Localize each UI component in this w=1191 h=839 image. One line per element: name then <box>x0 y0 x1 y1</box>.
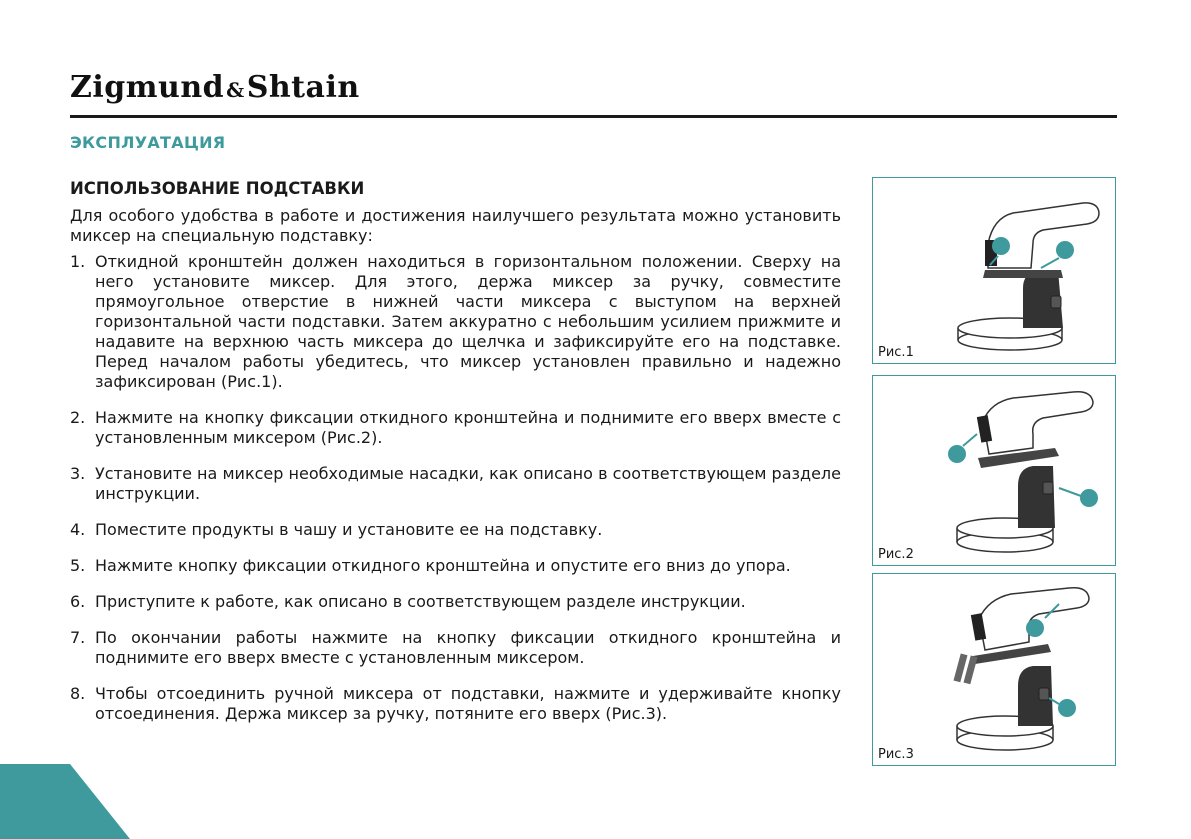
figure-1 <box>872 177 1116 364</box>
step-text: Нажмите на кнопку фиксации откидного кронштейна и поднимите его вверх вместе с установленным миксером (Рис.2). <box>95 408 841 447</box>
figure-2 <box>872 375 1116 566</box>
step-text: Установите на миксер необходимые насадки, как описано в соответствующем разделе инструкции. <box>95 464 841 503</box>
corner-accent <box>0 764 130 839</box>
mixer-detach-illustration <box>873 574 1117 767</box>
step-text: Чтобы отсоединить ручной миксера от подставки, нажмите и удерживайте кнопку отсоединения. Держа миксер за ручку, потяните его вверх (Рис.3). <box>95 684 841 723</box>
step-number: 7. <box>70 628 86 647</box>
figure-caption: Рис.2 <box>878 547 914 562</box>
logo-ampersand: & <box>226 78 245 102</box>
step-item <box>70 464 841 504</box>
step-text: Приступите к работе, как описано в соответствующем разделе инструкции. <box>95 592 746 611</box>
mixer-raised-illustration <box>873 376 1117 567</box>
page-heading: ИСПОЛЬЗОВАНИЕ ПОДСТАВКИ <box>70 179 365 198</box>
section-title: ЭКСПЛУАТАЦИЯ <box>70 133 226 152</box>
step-item <box>70 684 841 724</box>
step-number: 3. <box>70 464 86 483</box>
step-number: 5. <box>70 556 86 575</box>
step-number: 6. <box>70 592 86 611</box>
step-item <box>70 408 841 448</box>
figure-caption: Рис.3 <box>878 747 914 762</box>
step-item <box>70 556 841 576</box>
step-text: Нажмите кнопку фиксации откидного кронштейна и опустите его вниз до упора. <box>95 556 791 575</box>
step-text: Откидной кронштейн должен находиться в горизонтальном положении. Сверху на него установите миксер. Для этого, держа миксер за ручку, совместите прямоугольное отверстие в нижней части миксера с выступом на верхней горизонтальной части подставки. Затем аккуратно с небольшим усилием прижмите и надавите на верхнюю часть миксера до щелчка и зафиксируйте его на подставке. Перед началом работы убедитесь, что миксер установлен правильно и надежно зафиксирован (Рис.1). <box>95 252 841 391</box>
step-text: По окончании работы нажмите на кнопку фиксации откидного кронштейна и поднимите его вверх вместе с установленным миксером. <box>95 628 841 667</box>
step-number: 8. <box>70 684 86 703</box>
step-text: Поместите продукты в чашу и установите ее на подставку. <box>95 520 603 539</box>
step-number: 2. <box>70 408 86 427</box>
figure-3 <box>872 573 1116 766</box>
steps-list <box>70 252 841 740</box>
logo-text-b: Shtain <box>246 70 360 105</box>
mixer-on-stand-illustration <box>873 178 1117 365</box>
logo-text-a: Zigmund <box>70 70 225 105</box>
step-item <box>70 592 841 612</box>
figure-caption: Рис.1 <box>878 345 914 360</box>
brand-logo <box>70 70 360 105</box>
step-number: 4. <box>70 520 86 539</box>
step-item <box>70 252 841 392</box>
step-number: 1. <box>70 252 86 271</box>
header-rule <box>70 115 1117 118</box>
step-item <box>70 628 841 668</box>
step-item <box>70 520 841 540</box>
intro-paragraph: Для особого удобства в работе и достижения наилучшего результата можно установить миксер на специальную подставку: <box>70 206 841 245</box>
